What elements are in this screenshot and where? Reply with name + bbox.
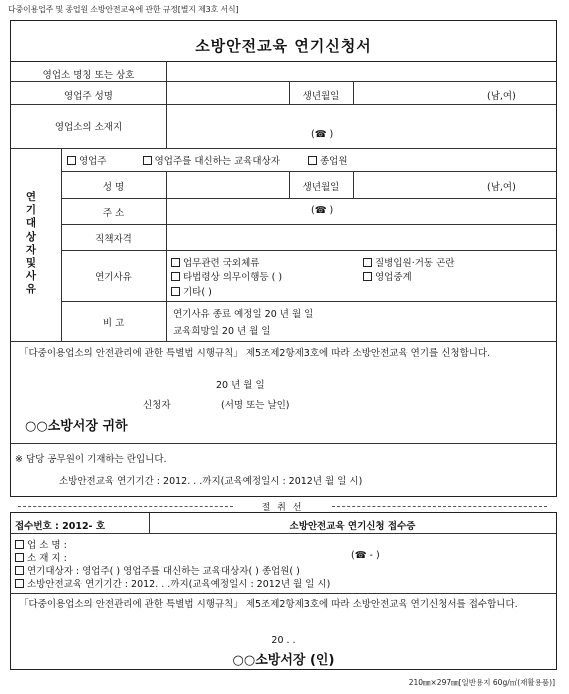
employee-checkbox[interactable] <box>308 156 317 165</box>
row-label: 소방안전교육 연기기간 : 2012. . .까지(교육예정일시 : 2012년 월 일 시) <box>27 579 331 590</box>
business-address-label: 영업소의 소재지 <box>54 122 123 133</box>
receipt-text: 「다중이용업소의 안전관리에 관한 특별법 시행규칙」 제5조제2항제3호에 따라 소방안전교육 연기신청서를 접수합니다. <box>19 599 518 610</box>
row-box <box>15 566 24 575</box>
row-label: 업 소 명 : <box>27 540 67 551</box>
form-title: 소방안전교육 연기신청서 <box>195 37 372 55</box>
receipt-issuer: ○○소방서장 (인) <box>232 653 335 668</box>
receipt-title: 소방안전교육 연기신청 접수증 <box>289 521 416 532</box>
note-desired-date: 교육희망일 20 년 월 일 <box>173 326 271 337</box>
substitute-option-label: 영업주를 대신하는 교육대상자 <box>154 156 280 167</box>
receipt-row-target <box>15 563 300 577</box>
cut-line-label: 절 취 선 <box>261 503 304 513</box>
reason-label: 연기사유 <box>95 272 132 283</box>
receipt-phone: (☎ - ) <box>351 550 380 561</box>
employee-option-label: 종업원 <box>320 156 348 167</box>
business-phone: (☎ ) <box>311 129 334 140</box>
reason-illness <box>363 255 454 269</box>
row-label: 소 재 지 : <box>27 553 67 564</box>
applicant-section-label: 연기대상자및사유 <box>25 191 37 296</box>
official-note: ※ 담당 공무원이 기재하는 란입니다. <box>15 454 167 465</box>
reason-other-law-label: 타법령상 의무이행등 ( ) <box>183 272 283 283</box>
application-date: 20 년 월 일 <box>216 380 265 391</box>
applicant-phone: (☎ ) <box>311 205 334 216</box>
reason-abroad-checkbox[interactable] <box>171 258 180 267</box>
reason-etc-checkbox[interactable] <box>171 287 180 296</box>
row-box <box>15 579 24 588</box>
signature-label: (서명 또는 날인) <box>221 400 290 411</box>
reason-business-transfer <box>363 269 412 283</box>
owner-gender: (남,여) <box>487 91 516 102</box>
owner-option-label: 영업주 <box>79 156 107 167</box>
applicant-sign-label: 신청자 <box>143 400 171 411</box>
receipt-row-address <box>15 550 67 564</box>
paper-size-note: 210㎜×297㎜[일반용지 60g/㎡(재활용품)] <box>408 678 555 687</box>
reason-illness-checkbox[interactable] <box>363 258 372 267</box>
applicant-type-options <box>67 153 348 167</box>
application-form <box>10 20 557 497</box>
substitute-checkbox[interactable] <box>143 156 152 165</box>
receipt-number: 접수번호 : 2012- 호 <box>15 521 105 532</box>
note-end-date: 연기사유 종료 예정일 20 년 월 일 <box>173 309 314 320</box>
reason-other-law-checkbox[interactable] <box>171 272 180 281</box>
receipt-row-business <box>15 537 67 551</box>
applicant-gender: (남,여) <box>487 182 516 193</box>
owner-checkbox[interactable] <box>67 156 76 165</box>
reason-etc-label: 기타( ) <box>183 287 212 298</box>
reason-illness-label: 질병입원·거동 곤란 <box>375 258 455 269</box>
applicant-address-label: 주 소 <box>102 208 125 219</box>
position-label: 직책자격 <box>95 234 132 245</box>
reason-abroad <box>171 255 259 269</box>
note-label: 비 고 <box>102 318 125 329</box>
owner-birth-label: 생년월일 <box>302 91 340 102</box>
row-box <box>15 540 24 549</box>
owner-name-label: 영업주 성명 <box>64 91 113 102</box>
reason-abroad-label: 업무관련 국외체류 <box>183 258 260 269</box>
applicant-name-label: 성 명 <box>102 182 125 193</box>
row-label: 연기대상자 : 영업주( ) 영업주를 대신하는 교육대상자( ) 종업원( ) <box>27 566 300 577</box>
reason-business-transfer-checkbox[interactable] <box>363 272 372 281</box>
declaration-text: 「다중이용업소의 안전관리에 관한 특별법 시행규칙」 제5조제2항제3호에 따라 소방안전교육 연기를 신청합니다. <box>19 348 491 359</box>
reason-business-transfer-label: 영업중계 <box>375 272 412 283</box>
postpone-period: 소방안전교육 연기기간 : 2012. . .까지(교육예정일시 : 2012년 월 일 시) <box>59 476 363 487</box>
receipt-form <box>10 512 557 670</box>
receipt-row-period <box>15 576 330 590</box>
reason-etc <box>171 284 212 298</box>
business-name-label: 영업소 명칭 또는 상호 <box>42 70 135 81</box>
applicant-birth-label: 생년월일 <box>302 182 340 193</box>
addressee: ○○소방서장 귀하 <box>25 419 128 434</box>
reason-other-law <box>171 269 282 283</box>
row-box <box>15 553 24 562</box>
form-header: 다중이용업주 및 종업원 소방안전교육에 관한 규정[별지 제3호 서식] <box>8 5 239 14</box>
receipt-date: 20 . . <box>271 635 296 646</box>
